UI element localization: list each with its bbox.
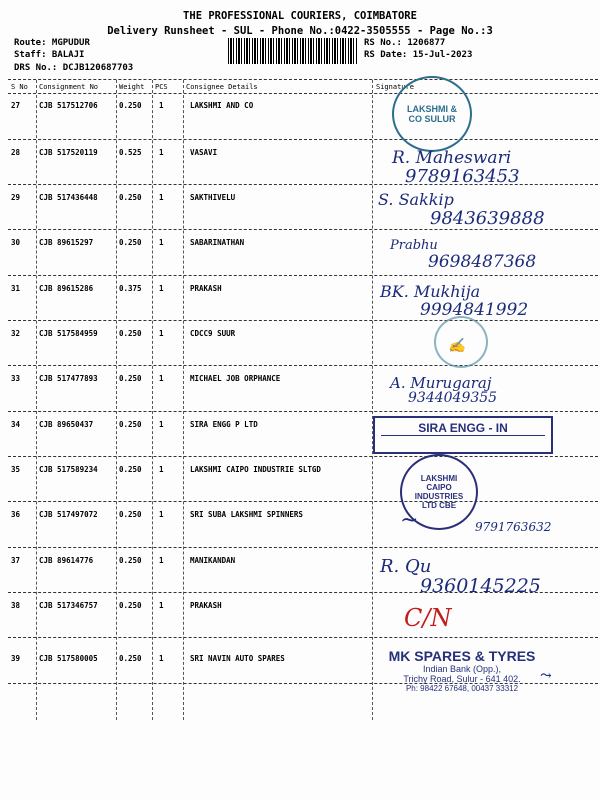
cell-pcs: 1 [159, 510, 164, 519]
signature-phone: 9698487368 [428, 252, 537, 272]
cell-sno: 35 [11, 465, 21, 474]
cell-weight: 0.250 [119, 374, 142, 383]
sira-engg-stamp: SIRA ENGG - IN [373, 416, 553, 454]
cell-consignment: CJB 517580005 [39, 654, 98, 663]
cell-weight: 0.250 [119, 101, 142, 110]
cell-pcs: 1 [159, 556, 164, 565]
row-rule [8, 229, 598, 230]
row-rule [8, 275, 598, 276]
mk-spares-stamp [372, 648, 552, 693]
column-divider [183, 80, 184, 720]
col-header-weight: Weight [119, 83, 145, 91]
row-rule [8, 637, 598, 638]
stamp-line: Indian Bank (Opp.), [422, 664, 502, 674]
cell-consignee: VASAVI [190, 148, 218, 157]
col-header-pcs: PCS [155, 83, 168, 91]
barcode-image [228, 38, 358, 64]
cell-consignee: SRI NAVIN AUTO SPARES [190, 654, 285, 663]
runsheet-subtitle: Delivery Runsheet - SUL - Phone No.:0422-3505555 - Page No.:3 [107, 25, 493, 37]
cell-pcs: 1 [159, 329, 164, 338]
cell-consignee: PRAKASH [190, 284, 222, 293]
cell-consignee: CDCC9 SUUR [190, 329, 236, 338]
signature-phone: 9360145225 [420, 575, 541, 597]
lakshmi-caipo-stamp: LAKSHMI CAIPO INDUSTRIES LTD CBE [400, 454, 478, 530]
cell-sno: 38 [11, 601, 21, 610]
staff-label: Staff: BALAJI [14, 50, 85, 60]
company-title: THE PROFESSIONAL COURIERS, COIMBATORE [183, 10, 417, 22]
cell-consignee: SIRA ENGG P LTD [190, 420, 258, 429]
signature-mark: ⤳ [540, 668, 552, 684]
cell-consignment: CJB 517520119 [39, 148, 98, 157]
cell-consignment: CJB 517477893 [39, 374, 98, 383]
row-rule [8, 501, 598, 502]
column-divider [152, 80, 153, 720]
route-label: Route: MGPUDUR [14, 38, 90, 48]
cell-pcs: 1 [159, 148, 164, 157]
cell-sno: 30 [11, 238, 21, 247]
signature-phone: 9994841992 [420, 300, 529, 320]
cell-sno: 28 [11, 148, 21, 157]
cell-pcs: 1 [159, 420, 164, 429]
cell-weight: 0.250 [119, 238, 142, 247]
cell-consignee: PRAKASH [190, 601, 222, 610]
signature-name: Prabhu [390, 238, 438, 253]
cell-sno: 27 [11, 101, 21, 110]
signature-name: A. Murugaraj [390, 374, 492, 392]
col-header-consignee: Consignee Details [186, 83, 258, 91]
cell-sno: 29 [11, 193, 21, 202]
lakshmi-co-stamp: LAKSHMI & CO SULUR [392, 76, 472, 152]
stamp-line: Ph: 98422 67648, 00437 33312 [405, 684, 519, 693]
stamp-line: Trichy Road, Sulur - 641 402. [403, 674, 521, 684]
cell-consignee: SABARINATHAN [190, 238, 245, 247]
column-divider [116, 80, 117, 720]
cdcc-signature-mark: ✍ [448, 338, 466, 354]
signature-phone: 9791763632 [475, 520, 552, 534]
rs-date: RS Date: 15-Jul-2023 [364, 50, 473, 60]
cell-sno: 39 [11, 654, 21, 663]
signature-phone: 9843639888 [430, 208, 545, 229]
col-header-signature: Signature [376, 83, 414, 91]
cell-pcs: 1 [159, 601, 164, 610]
cell-sno: 32 [11, 329, 21, 338]
signature-name: R. Qu [380, 556, 432, 577]
cell-weight: 0.250 [119, 193, 142, 202]
cell-pcs: 1 [159, 193, 164, 202]
header-rule [8, 93, 598, 94]
cn-mark: C/N [404, 604, 452, 632]
cell-weight: 0.250 [119, 510, 142, 519]
cell-sno: 36 [11, 510, 21, 519]
cell-weight: 0.250 [119, 420, 142, 429]
rs-number: RS No.: 1206877 [364, 38, 446, 48]
cell-pcs: 1 [159, 284, 164, 293]
cell-pcs: 1 [159, 238, 164, 247]
row-rule [8, 320, 598, 321]
row-rule [8, 547, 598, 548]
signature-name: S. Sakkip [378, 190, 454, 209]
cell-pcs: 1 [159, 101, 164, 110]
signature-phone: 9789163453 [405, 166, 520, 187]
cell-consignee: MICHAEL JOB ORPHANCE [190, 374, 281, 383]
cell-weight: 0.250 [119, 465, 142, 474]
cell-consignment: CJB 517497072 [39, 510, 98, 519]
cell-weight: 0.250 [119, 601, 142, 610]
cell-consignment: CJB 89615286 [39, 284, 94, 293]
cell-consignment: CJB 517346757 [39, 601, 98, 610]
cell-weight: 0.250 [119, 329, 142, 338]
row-rule [8, 365, 598, 366]
cell-consignment: CJB 517589234 [39, 465, 98, 474]
row-rule [8, 456, 598, 457]
cell-consignee: MANIKANDAN [190, 556, 236, 565]
cell-consignment: CJB 89615297 [39, 238, 94, 247]
cell-sno: 34 [11, 420, 21, 429]
signature-name: BK. Mukhija [380, 282, 481, 301]
cell-weight: 0.250 [119, 556, 142, 565]
cell-sno: 31 [11, 284, 21, 293]
cell-consignment: CJB 89614776 [39, 556, 94, 565]
cell-consignment: CJB 89650437 [39, 420, 94, 429]
cell-consignee: SRI SUBA LAKSHMI SPINNERS [190, 510, 303, 519]
cell-sno: 37 [11, 556, 21, 565]
row-rule [8, 139, 598, 140]
cell-consignment: CJB 517436448 [39, 193, 98, 202]
cell-pcs: 1 [159, 654, 164, 663]
col-header-sno: S No [11, 83, 28, 91]
stamp-title: MK SPARES & TYRES [388, 648, 536, 664]
cell-weight: 0.375 [119, 284, 142, 293]
signature-phone: 9344049355 [408, 390, 498, 406]
cell-pcs: 1 [159, 465, 164, 474]
signature-name: R. Maheswari [392, 148, 512, 168]
cell-consignment: CJB 517584959 [39, 329, 98, 338]
table-top-rule [8, 79, 598, 80]
cell-weight: 0.250 [119, 654, 142, 663]
cell-consignee: LAKSHMI AND CO [190, 101, 254, 110]
row-rule [8, 411, 598, 412]
cell-sno: 33 [11, 374, 21, 383]
cell-consignment: CJB 517512706 [39, 101, 98, 110]
cell-consignee: SAKTHIVELU [190, 193, 236, 202]
col-header-consignment: Consignment No [39, 83, 99, 91]
cell-weight: 0.525 [119, 148, 142, 157]
cell-consignee: LAKSHMI CAIPO INDUSTRIE SLTGD [190, 465, 321, 474]
column-divider [372, 80, 373, 720]
cell-pcs: 1 [159, 374, 164, 383]
drs-number: DRS No.: DCJB120687703 [14, 63, 134, 73]
signature-mark: ~ [400, 508, 419, 533]
column-divider [36, 80, 37, 720]
